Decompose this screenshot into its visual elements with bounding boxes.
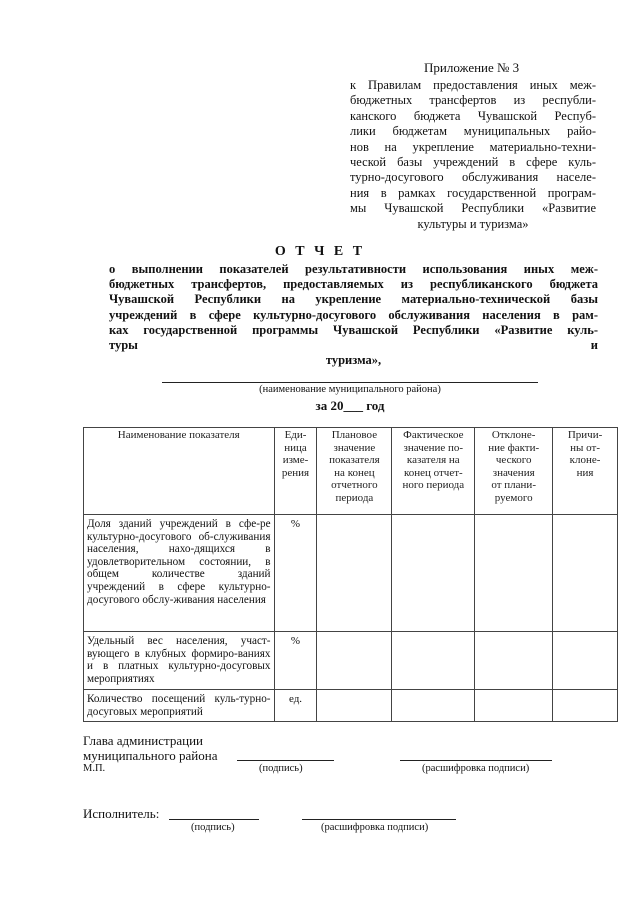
appendix-line: ния в рамках государственной програм- (350, 185, 596, 200)
appendix-line: бюджетных трансфертов из республи- (350, 93, 596, 108)
head-signature-caption: (подпись) (259, 763, 303, 774)
head-signature-line[interactable] (237, 760, 334, 761)
table-header-row (84, 428, 618, 515)
seal-label: М.П. (83, 763, 106, 774)
executor-signature-line[interactable] (169, 819, 259, 820)
indicators-table (83, 427, 618, 722)
col-header-deviation: Отклоне- ние факти- ческого значения от плани- руемого (475, 428, 553, 515)
executor-label: Исполнитель: (83, 806, 160, 821)
col-header-unit: Еди- ница изме- рения (274, 428, 317, 515)
table-row (84, 690, 618, 722)
appendix-line: лики бюджетам муниципальных райо- (350, 124, 596, 139)
appendix-line: к Правилам предоставления иных меж- (350, 78, 596, 92)
indicator-name: Доля зданий учреждений в сфе-ре культурно-досугового об-служивания населения, нахо-дящихся в удовлетворительном состоянии, в общем количестве зданий учреждений в сфере культурно-досугового обслу-живания населения (84, 515, 275, 632)
report-subtitle (109, 262, 598, 368)
appendix-title: Приложение № 3 (424, 60, 520, 75)
report-year: за 20___ год (315, 398, 385, 413)
appendix-line: канского бюджета Чувашской Респуб- (350, 108, 596, 123)
col-header-actual: Фактическое значение по- казателя на конец отчет- ного периода (392, 428, 475, 515)
head-decode-line[interactable] (400, 760, 552, 761)
deviation-cell[interactable] (475, 515, 553, 632)
district-name-underline (162, 382, 538, 383)
indicator-unit: % (274, 515, 317, 632)
planned-value-cell[interactable] (317, 690, 392, 722)
col-header-reasons: Причи- ны от- клоне- ния (553, 428, 618, 515)
appendix-text (350, 78, 596, 232)
report-line: Чувашской Республики на укрепление материально-технической базы (109, 292, 598, 307)
reasons-cell[interactable] (553, 690, 618, 722)
deviation-cell[interactable] (475, 690, 553, 722)
district-name-caption: (наименование муниципального района) (259, 384, 441, 395)
executor-decode-line[interactable] (302, 819, 456, 820)
indicator-name: Удельный вес населения, участ-вующего в клубных формиро-ваниях и в платных культурно-досуговых мероприятиях (84, 632, 275, 690)
planned-value-cell[interactable] (317, 515, 392, 632)
appendix-line: турно-досугового обслуживания населе- (350, 170, 596, 185)
actual-value-cell[interactable] (392, 690, 475, 722)
appendix-line: мы Чувашской Республики «Развитие (350, 201, 596, 216)
table-row (84, 632, 618, 690)
indicator-name: Количество посещений куль-турно-досуговых мероприятий (84, 690, 275, 722)
executor-decode-caption: (расшифровка подписи) (321, 822, 429, 833)
report-line: учреждений в сфере культурно-досугового обслуживания населения в рам- (109, 307, 598, 322)
planned-value-cell[interactable] (317, 632, 392, 690)
executor-signature-caption: (подпись) (191, 822, 235, 833)
appendix-line: ческой базы учреждений в сфере куль- (350, 155, 596, 170)
deviation-cell[interactable] (475, 632, 553, 690)
report-line: бюджетных трансфертов, предоставляемых из республиканского бюджета (109, 277, 598, 292)
report-line: ках государственной программы Чувашской Республики «Развитие куль- (109, 322, 598, 337)
report-line: туризма», (325, 353, 382, 368)
table-row (84, 515, 618, 632)
reasons-cell[interactable] (553, 515, 618, 632)
indicator-unit: % (274, 632, 317, 690)
report-line: о выполнении показателей результативности использования иных меж- (109, 262, 598, 276)
indicator-unit: ед. (274, 690, 317, 722)
report-line: туры и (109, 338, 598, 353)
appendix-line: нов на укрепление материально-техни- (350, 139, 596, 154)
head-title-line2: муниципального района (83, 748, 218, 763)
appendix-line: культуры и туризма» (417, 216, 529, 231)
report-title: О Т Ч Е Т (274, 244, 366, 259)
actual-value-cell[interactable] (392, 515, 475, 632)
col-header-planned: Плановое значение показателя на конец отчетного периода (317, 428, 392, 515)
reasons-cell[interactable] (553, 632, 618, 690)
head-title-line1: Глава администрации (83, 733, 204, 748)
col-header-indicator: Наименование показателя (84, 428, 275, 515)
head-decode-caption: (расшифровка подписи) (422, 763, 530, 774)
actual-value-cell[interactable] (392, 632, 475, 690)
